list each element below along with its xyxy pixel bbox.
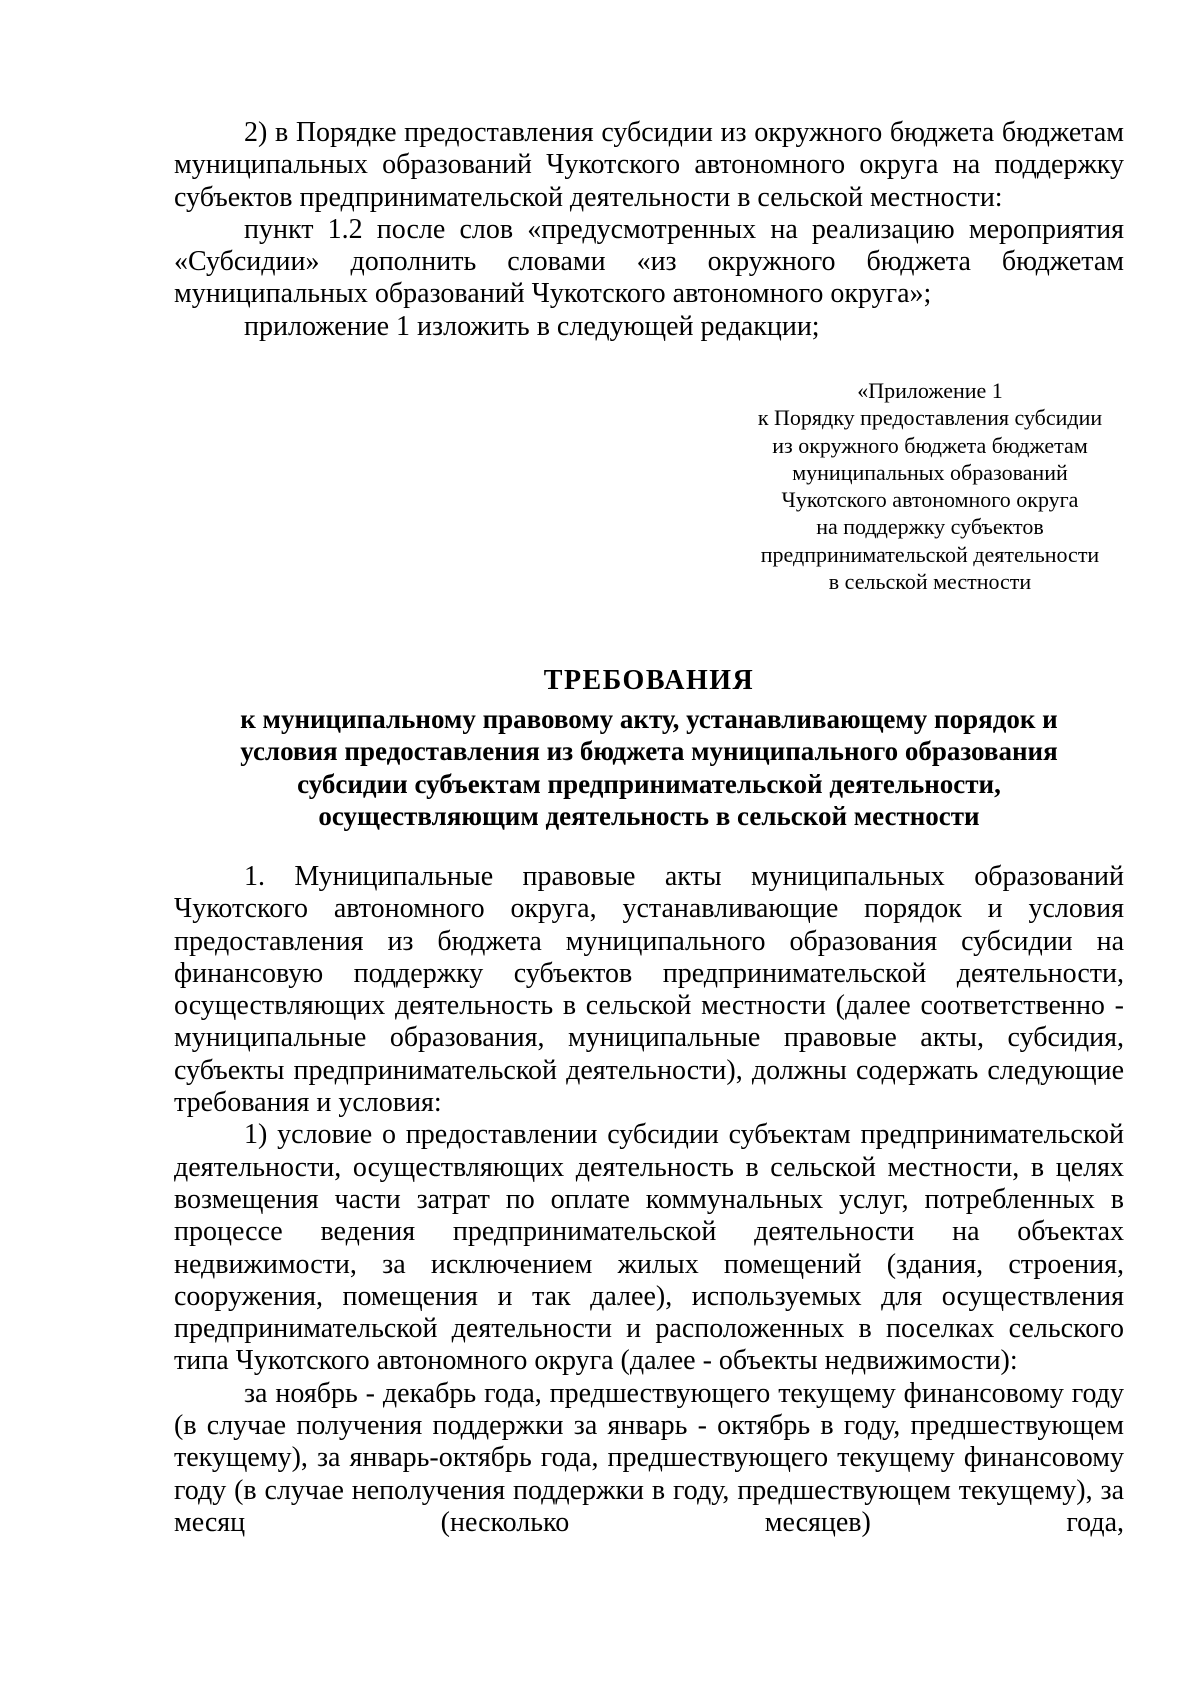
- document-subtitle: [174, 703, 1124, 832]
- paragraph-condition-1: 1) условие о предоставлении субсидии субъектам предпринимательской деятельности, осуществляющих деятельность в сельской местности, в целях возмещения части затрат по оплате коммунальных услуг, потребленных в процессе ведения предпринимательской деятельности на объектах недвижимости, за исключением жилых помещений (здания, строения, сооружения, помещения и так далее), используемых для осуществления предпринимательской деятельности и расположенных в поселках сельского типа Чукотского автономного округа (далее - объекты недвижимости):: [174, 1119, 1124, 1377]
- paragraph-point-1-2: пункт 1.2 после слов «предусмотренных на реализацию мероприятия «Субсидии» дополнить словами «из окружного бюджета бюджетам муниципальных образований Чукотского автономного округа»;: [174, 213, 1124, 310]
- appendix-line: к Порядку предоставления субсидии: [757, 405, 1103, 431]
- appendix-line: предпринимательской деятельности: [760, 541, 1100, 567]
- appendix-line: на поддержку субъектов: [816, 514, 1044, 540]
- subtitle-line: осуществляющим деятельность в сельской местности: [318, 800, 980, 831]
- subtitle-line: к муниципальному правовому акту, устанавливающему порядок и: [240, 704, 1058, 734]
- document-title: ТРЕБОВАНИЯ: [543, 665, 755, 696]
- subtitle-line: условия предоставления из бюджета муниципального образования: [240, 736, 1058, 767]
- paragraph-amendment-item-2: 2) в Порядке предоставления субсидии из окружного бюджета бюджетам муниципальных образований Чукотского автономного округа на поддержку субъектов предпринимательской деятельности в сельской местности:: [174, 117, 1124, 213]
- subtitle-line: субсидии субъектам предпринимательской деятельности,: [297, 768, 1001, 799]
- appendix-line: «Приложение 1: [857, 378, 1003, 403]
- paragraph-requirement-1: 1. Муниципальные правовые акты муниципальных образований Чукотского автономного округа, устанавливающие порядок и условия предоставления из бюджета муниципального образования субсидии на финансовую поддержку субъектов предпринимательской деятельности, осуществляющих деятельность в сельской местности (далее соответственно - муниципальные образования, муниципальные правовые акты, субсидия, субъекты предпринимательской деятельности), должны содержать следующие требования и условия:: [174, 861, 1124, 1119]
- paragraph-period: за ноябрь - декабрь года, предшествующего текущему финансовому году (в случае получения поддержки за январь - октябрь в году, предшествующем текущему), за январь-октябрь года, предшествующего текущему финансовому году (в случае неполучения поддержки в году, предшествующем текущему), за месяц (несколько месяцев) года,: [174, 1377, 1124, 1538]
- paragraph-appendix-instruction: приложение 1 изложить в следующей редакции;: [244, 310, 820, 342]
- amendment-section: [174, 117, 1124, 343]
- appendix-line: из окружного бюджета бюджетам: [772, 432, 1088, 458]
- requirements-section: [174, 861, 1124, 1539]
- appendix-line: в сельской местности: [828, 569, 1032, 595]
- appendix-header-block: [730, 377, 1130, 595]
- appendix-line: Чукотского автономного округа: [781, 487, 1079, 513]
- appendix-line: муниципальных образований: [792, 459, 1068, 485]
